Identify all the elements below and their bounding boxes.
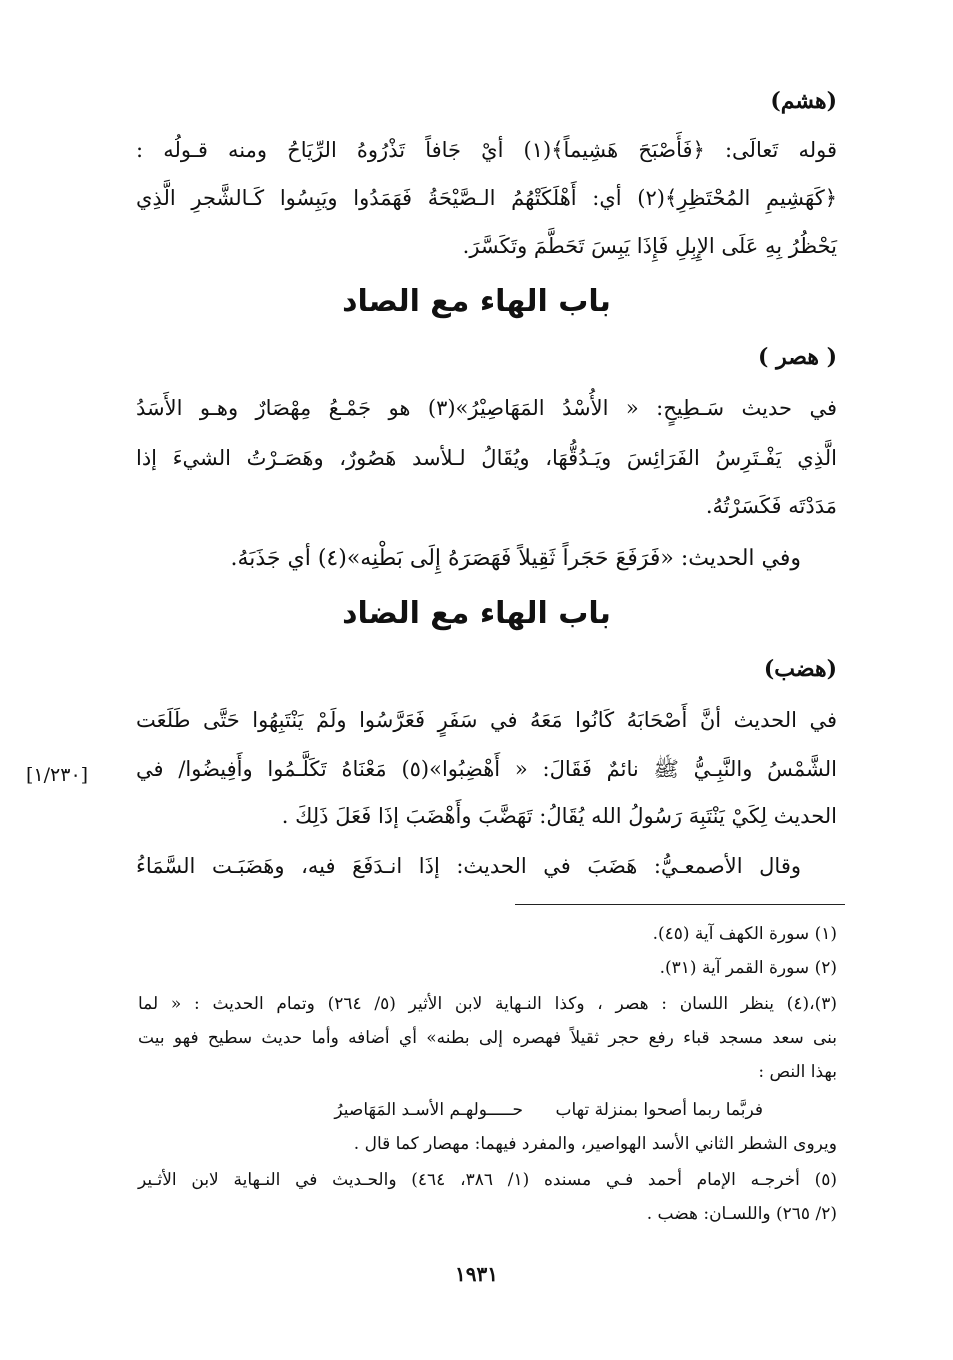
footnote-3-4-line: بهذا النص : bbox=[758, 1062, 837, 1082]
entry-text-line: في الحديث أنَّ أَصْحَابَهُ كَانُوا مَعَهُ في سَفَرٍ فَعَرَّسُوا ولَمْ يَنْتَبِهُوا حَتَّى طَلَعَت bbox=[136, 708, 837, 732]
entry-text-line: في حديث سَـطِيحٍ: « الأُسْدُ المَهَاصِيْرُ»(٣) هو جَمْـعُ مِهْصَارٌ وهـو الأَسَدُ bbox=[136, 396, 837, 420]
chapter-title-ha-dad: باب الهاء مع الضاد bbox=[342, 596, 611, 631]
footnote-verse-second-hemistich: حـــــولهـم الأسـد المَهَاصيرُ bbox=[334, 1100, 523, 1120]
entry-heading-hashm: (هشم) bbox=[770, 88, 837, 114]
entry-text-line: يَحْظُرُ بِهِ عَلَى الإِبِلِ فَإِذَا يَبِسَ تَحَطَّمَ وتَكَسَّرَ. bbox=[462, 234, 837, 258]
entry-text-line: قوله تَعالَى: ﴿فَأَصْبَحَ هَشِيماً﴾(١) أيْ جَافاً تَذْرُوهُ الرِّيَاحُ ومنه قـولُه : bbox=[136, 138, 837, 162]
entry-heading-hadb: (هضب) bbox=[763, 656, 837, 682]
entry-text-line: وقال الأصمعـيُّ: هَضَبَ في الحديث: إذَا انـدَفَعَ فيه، وهَضَبَـت السَّمَاءُ bbox=[136, 854, 801, 878]
entry-text-line: مَدَدْتَه فَكَسَرْتُهُ. bbox=[705, 494, 837, 518]
entry-heading-hasr: ( هصر ) bbox=[758, 344, 837, 370]
chapter-title-ha-sad: باب الهاء مع الصاد bbox=[342, 284, 611, 319]
entry-text-hadith: وفي الحديث: «فَرَفَعَ حَجَراً ثَقِيلاً فَهَصَرَهُ إِلَى بَطْنِه»(٤) أي جَذَبَهُ. bbox=[230, 546, 801, 571]
footnote-verse-first-hemistich: فربَّما ربما أصحوا بمنزلة تهاب bbox=[555, 1100, 763, 1120]
footnote-3-4-end: ويروى الشطر الثاني الأسد الهواصير، والمفرد فيهما: مهصار كما قال . bbox=[353, 1134, 837, 1154]
entry-text-line: الَّذِي يَفْـتَرِسُ الفَرَائِسَ ويَـدُقُّهَا، ويُقَالُ لـلأسد هَصُورٌ، وهَصَـرْتُ الشيءَ إذا bbox=[136, 446, 837, 470]
footnote-divider bbox=[515, 904, 845, 905]
footnote-3-4-line: (٣)،(٤) ينظر اللسان : هصر ، وكذا النـهاية لابن الأثير (٥/ ٢٦٤) وتمام الحديث : « لما bbox=[138, 994, 837, 1014]
footnote-5-line: (٢/ ٢٦٥) واللسـان: هضب . bbox=[646, 1204, 837, 1224]
footnote-5-line: (٥) أخرجـه الإمام أحمد فـي مسنده (١/ ٣٨٦، ٤٦٤) والحـديث في النـهاية لابن الأثـير bbox=[138, 1170, 837, 1190]
entry-text-line: ﴿كَهَشِيمِ المُحْتَظِرِ﴾(٢) أي: أَهْلَكَتْهُمُ الـصَّيْحَةُ فَهَمَدُوا ويَبِسُوا كَـالشَّجرِ الَّذِي bbox=[136, 186, 838, 210]
margin-page-reference: [١/٢٣٠] bbox=[26, 764, 89, 786]
footnote-3-4-line: بنى سعد مسجد قباء رفع حجر ثقيلاً فهصره إلى بطنه» أي أضافه وأما حديث سطيح فهو بيت bbox=[138, 1028, 837, 1048]
entry-text-line: الشَّمْسُ والنَّبِـيُّ ﷺ نائمٌ فَقَالَ: « أَهْضِبُوا»(٥) مَعْنَاهُ تَكَلَّـمُوا وأَفِيضُوا/ في bbox=[136, 757, 837, 781]
entry-text-line: الحديث لِكَيْ يَنْتَبِهَ رَسُولُ الله يُقَالُ: تَهَضَّبَ وأَهْضَبَ إذَا فَعَلَ ذَلِكَ . bbox=[281, 804, 837, 828]
page-number: ١٩٣١ bbox=[455, 1262, 498, 1286]
footnote-1: (١) سورة الكهف آية (٤٥). bbox=[652, 924, 837, 944]
footnote-2: (٢) سورة القمر آية (٣١). bbox=[659, 958, 837, 978]
